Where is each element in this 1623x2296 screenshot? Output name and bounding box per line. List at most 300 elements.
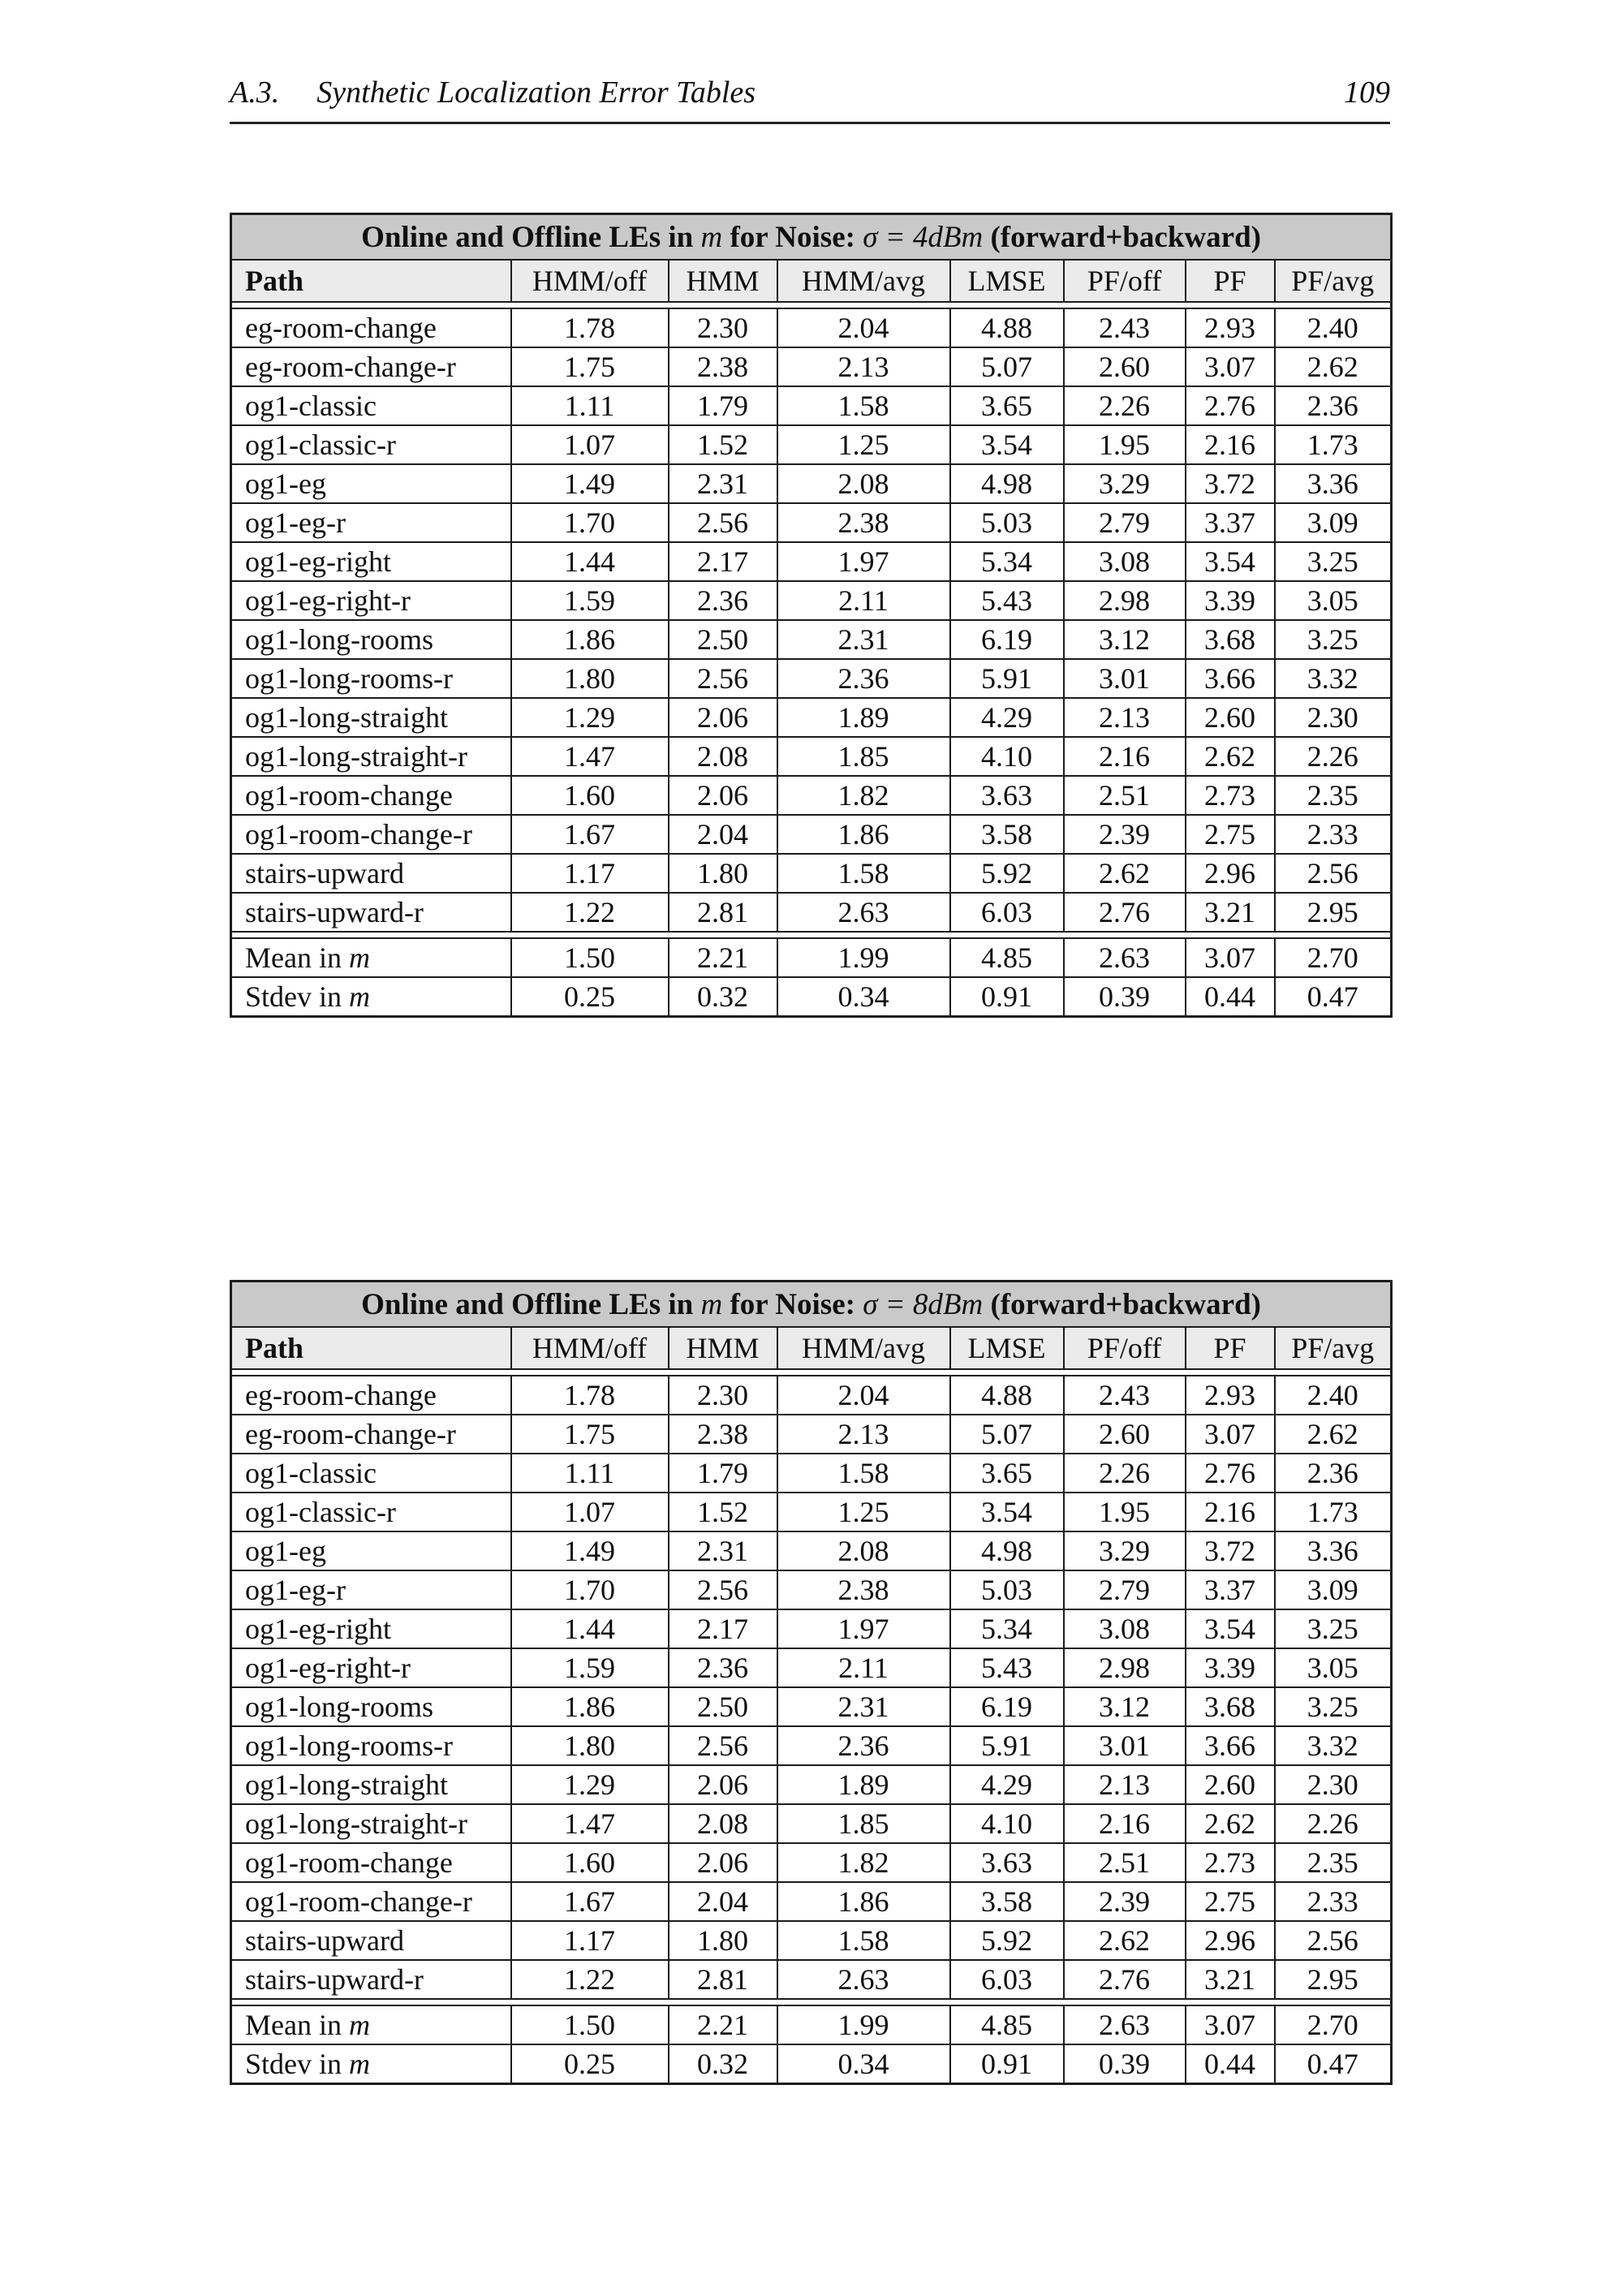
value-cell: 2.56: [669, 503, 777, 542]
column-header-path: Path: [231, 1327, 511, 1369]
value-cell: 3.65: [950, 386, 1064, 425]
value-cell: 2.70: [1275, 938, 1392, 977]
value-cell: 2.08: [669, 737, 777, 776]
value-cell: 3.05: [1275, 1648, 1392, 1687]
table-row: [231, 737, 1392, 776]
value-cell: 2.96: [1186, 854, 1275, 893]
table-row: [231, 503, 1392, 542]
table-row: [231, 425, 1392, 464]
value-cell: 2.16: [1186, 425, 1275, 464]
value-cell: 1.75: [511, 1415, 669, 1454]
value-cell: 2.08: [777, 1531, 950, 1570]
value-cell: 1.86: [511, 1687, 669, 1726]
path-cell: og1-long-rooms-r: [231, 1726, 511, 1765]
value-cell: 1.25: [777, 1493, 950, 1531]
value-cell: 1.97: [777, 542, 950, 581]
path-cell: eg-room-change: [231, 308, 511, 347]
path-cell: og1-long-straight: [231, 698, 511, 737]
title-mid: for Noise:: [722, 1287, 863, 1321]
value-cell: 2.79: [1064, 503, 1186, 542]
value-cell: 4.88: [950, 1376, 1064, 1415]
value-cell: 2.26: [1064, 386, 1186, 425]
value-cell: 3.68: [1186, 1687, 1275, 1726]
value-cell: 3.05: [1275, 581, 1392, 620]
path-cell: og1-classic: [231, 1454, 511, 1493]
header-separator: [231, 1369, 1392, 1376]
column-header-pf: PF: [1186, 260, 1275, 302]
value-cell: 2.40: [1275, 308, 1392, 347]
table-row: [231, 815, 1392, 854]
value-cell: 0.39: [1064, 977, 1186, 1017]
value-cell: 0.34: [777, 2044, 950, 2084]
value-cell: 5.92: [950, 1921, 1064, 1960]
value-cell: 1.80: [511, 1726, 669, 1765]
value-cell: 1.78: [511, 1376, 669, 1415]
value-cell: 0.47: [1275, 2044, 1392, 2084]
value-cell: 4.85: [950, 2005, 1064, 2044]
value-cell: 0.32: [669, 977, 777, 1017]
column-header-row: [231, 260, 1392, 302]
path-cell: stairs-upward-r: [231, 893, 511, 932]
value-cell: 1.80: [511, 659, 669, 698]
value-cell: 1.07: [511, 1493, 669, 1531]
value-cell: 2.56: [669, 1726, 777, 1765]
summary-label-cell: [231, 977, 511, 1017]
table-title: [231, 214, 1392, 261]
value-cell: 1.47: [511, 1804, 669, 1843]
value-cell: 2.30: [669, 1376, 777, 1415]
value-cell: 3.12: [1064, 620, 1186, 659]
table-row: [231, 1804, 1392, 1843]
value-cell: 3.07: [1186, 2005, 1275, 2044]
value-cell: 2.13: [777, 1415, 950, 1454]
table-row: [231, 659, 1392, 698]
value-cell: 2.43: [1064, 308, 1186, 347]
value-cell: 1.44: [511, 542, 669, 581]
value-cell: 1.80: [669, 1921, 777, 1960]
value-cell: 2.50: [669, 1687, 777, 1726]
value-cell: 2.33: [1275, 815, 1392, 854]
value-cell: 1.82: [777, 776, 950, 815]
value-cell: 2.73: [1186, 1843, 1275, 1882]
summary-separator: [231, 932, 1392, 938]
value-cell: 2.62: [1275, 1415, 1392, 1454]
value-cell: 3.36: [1275, 464, 1392, 503]
path-cell: eg-room-change: [231, 1376, 511, 1415]
value-cell: 5.03: [950, 1570, 1064, 1609]
value-cell: 3.12: [1064, 1687, 1186, 1726]
value-cell: 2.06: [669, 1843, 777, 1882]
path-cell: og1-classic-r: [231, 425, 511, 464]
table-row: [231, 1376, 1392, 1415]
path-cell: eg-room-change-r: [231, 347, 511, 386]
path-cell: og1-room-change: [231, 1843, 511, 1882]
summary-label-cell: [231, 938, 511, 977]
value-cell: 1.85: [777, 737, 950, 776]
path-cell: og1-eg-right: [231, 1609, 511, 1648]
value-cell: 2.04: [669, 815, 777, 854]
summary-row: [231, 2005, 1392, 2044]
value-cell: 2.36: [1275, 1454, 1392, 1493]
value-cell: 3.68: [1186, 620, 1275, 659]
path-cell: og1-eg-right-r: [231, 1648, 511, 1687]
value-cell: 4.29: [950, 698, 1064, 737]
summary-label: Mean in: [245, 941, 349, 974]
title-mid: for Noise:: [722, 220, 863, 254]
title-noise: σ = 4dBm: [863, 220, 984, 254]
value-cell: 2.51: [1064, 776, 1186, 815]
value-cell: 0.39: [1064, 2044, 1186, 2084]
path-cell: og1-eg: [231, 464, 511, 503]
value-cell: 1.67: [511, 815, 669, 854]
value-cell: 2.60: [1186, 698, 1275, 737]
value-cell: 2.36: [777, 1726, 950, 1765]
value-cell: 0.44: [1186, 2044, 1275, 2084]
value-cell: 2.17: [669, 542, 777, 581]
column-header-hmm-off: HMM/off: [511, 1327, 669, 1369]
value-cell: 5.34: [950, 1609, 1064, 1648]
table-row: [231, 1454, 1392, 1493]
value-cell: 2.13: [1064, 1765, 1186, 1804]
value-cell: 0.47: [1275, 977, 1392, 1017]
value-cell: 3.25: [1275, 1609, 1392, 1648]
value-cell: 0.25: [511, 977, 669, 1017]
path-cell: og1-eg-r: [231, 1570, 511, 1609]
value-cell: 2.36: [669, 1648, 777, 1687]
value-cell: 3.36: [1275, 1531, 1392, 1570]
column-header-pf-avg: PF/avg: [1275, 260, 1392, 302]
value-cell: 1.60: [511, 776, 669, 815]
value-cell: 3.58: [950, 1882, 1064, 1921]
value-cell: 6.19: [950, 620, 1064, 659]
column-header-pf-off: PF/off: [1064, 1327, 1186, 1369]
value-cell: 2.51: [1064, 1843, 1186, 1882]
value-cell: 2.76: [1064, 893, 1186, 932]
value-cell: 1.50: [511, 2005, 669, 2044]
table-row: [231, 698, 1392, 737]
value-cell: 2.62: [1064, 854, 1186, 893]
table-row: [231, 893, 1392, 932]
path-cell: og1-classic-r: [231, 1493, 511, 1531]
value-cell: 6.03: [950, 893, 1064, 932]
value-cell: 2.16: [1064, 1804, 1186, 1843]
header-separator: [231, 302, 1392, 308]
value-cell: 3.08: [1064, 1609, 1186, 1648]
value-cell: 2.62: [1275, 347, 1392, 386]
value-cell: 2.36: [1275, 386, 1392, 425]
value-cell: 2.93: [1186, 1376, 1275, 1415]
value-cell: 1.25: [777, 425, 950, 464]
value-cell: 2.62: [1186, 1804, 1275, 1843]
summary-label-cell: [231, 2005, 511, 2044]
title-suffix: (forward+backward): [983, 1287, 1261, 1321]
value-cell: 1.58: [777, 1921, 950, 1960]
column-header-hmm-off: HMM/off: [511, 260, 669, 302]
table-row: [231, 386, 1392, 425]
value-cell: 1.49: [511, 1531, 669, 1570]
value-cell: 3.01: [1064, 659, 1186, 698]
value-cell: 1.95: [1064, 1493, 1186, 1531]
value-cell: 1.86: [511, 620, 669, 659]
value-cell: 2.35: [1275, 1843, 1392, 1882]
value-cell: 1.47: [511, 737, 669, 776]
running-header: [230, 76, 1390, 124]
value-cell: 2.76: [1064, 1960, 1186, 1999]
table-row: [231, 1648, 1392, 1687]
value-cell: 3.58: [950, 815, 1064, 854]
column-header-hmm: HMM: [669, 260, 777, 302]
value-cell: 3.25: [1275, 542, 1392, 581]
value-cell: 2.60: [1064, 347, 1186, 386]
value-cell: 2.63: [777, 893, 950, 932]
title-prefix: Online and Offline LEs in: [361, 220, 701, 254]
path-cell: og1-room-change-r: [231, 1882, 511, 1921]
value-cell: 2.17: [669, 1609, 777, 1648]
value-cell: 2.08: [777, 464, 950, 503]
value-cell: 1.70: [511, 1570, 669, 1609]
running-header-left: [230, 76, 756, 110]
table-row: [231, 1570, 1392, 1609]
path-cell: og1-long-straight-r: [231, 737, 511, 776]
value-cell: 1.17: [511, 854, 669, 893]
value-cell: 1.97: [777, 1609, 950, 1648]
path-cell: og1-eg-r: [231, 503, 511, 542]
value-cell: 2.93: [1186, 308, 1275, 347]
value-cell: 3.66: [1186, 659, 1275, 698]
value-cell: 2.36: [777, 659, 950, 698]
value-cell: 2.38: [777, 503, 950, 542]
value-cell: 3.54: [950, 1493, 1064, 1531]
value-cell: 2.62: [1186, 737, 1275, 776]
value-cell: 3.09: [1275, 1570, 1392, 1609]
title-m: m: [700, 1287, 723, 1321]
table-row: [231, 1726, 1392, 1765]
column-header-pf-off: PF/off: [1064, 260, 1186, 302]
value-cell: 2.36: [669, 581, 777, 620]
value-cell: 4.88: [950, 308, 1064, 347]
value-cell: 3.25: [1275, 620, 1392, 659]
table-row: [231, 581, 1392, 620]
value-cell: 2.16: [1064, 737, 1186, 776]
unit-symbol: m: [349, 2048, 371, 2080]
value-cell: 2.30: [669, 308, 777, 347]
value-cell: 5.07: [950, 347, 1064, 386]
value-cell: 3.72: [1186, 1531, 1275, 1570]
value-cell: 2.31: [669, 1531, 777, 1570]
value-cell: 2.06: [669, 698, 777, 737]
value-cell: 2.13: [1064, 698, 1186, 737]
section-number: A.3.: [230, 75, 280, 110]
table-row: [231, 854, 1392, 893]
value-cell: 2.73: [1186, 776, 1275, 815]
value-cell: 3.39: [1186, 1648, 1275, 1687]
value-cell: 1.73: [1275, 1493, 1392, 1531]
value-cell: 1.29: [511, 1765, 669, 1804]
unit-symbol: m: [348, 941, 370, 974]
path-cell: stairs-upward: [231, 1921, 511, 1960]
summary-label: Stdev in: [245, 980, 350, 1013]
table-row: [231, 542, 1392, 581]
value-cell: 2.60: [1064, 1415, 1186, 1454]
value-cell: 2.39: [1064, 1882, 1186, 1921]
value-cell: 3.54: [1186, 542, 1275, 581]
title-suffix: (forward+backward): [983, 220, 1261, 254]
path-cell: og1-long-rooms: [231, 1687, 511, 1726]
value-cell: 2.11: [777, 581, 950, 620]
value-cell: 2.56: [1275, 854, 1392, 893]
value-cell: 4.10: [950, 1804, 1064, 1843]
value-cell: 3.21: [1186, 1960, 1275, 1999]
value-cell: 2.11: [777, 1648, 950, 1687]
le-table-4dbm: [230, 213, 1393, 1018]
value-cell: 2.95: [1275, 1960, 1392, 1999]
table-row: [231, 1765, 1392, 1804]
value-cell: 1.58: [777, 386, 950, 425]
value-cell: 2.81: [669, 893, 777, 932]
summary-separator: [231, 1999, 1392, 2005]
table-row: [231, 1531, 1392, 1570]
value-cell: 1.58: [777, 1454, 950, 1493]
value-cell: 4.98: [950, 464, 1064, 503]
value-cell: 2.30: [1275, 1765, 1392, 1804]
value-cell: 2.98: [1064, 581, 1186, 620]
value-cell: 2.79: [1064, 1570, 1186, 1609]
value-cell: 2.31: [669, 464, 777, 503]
value-cell: 1.59: [511, 1648, 669, 1687]
summary-row: [231, 938, 1392, 977]
table-row: [231, 1921, 1392, 1960]
page-number: 109: [1344, 75, 1390, 110]
table-row: [231, 1960, 1392, 1999]
value-cell: 2.21: [669, 938, 777, 977]
value-cell: 2.76: [1186, 386, 1275, 425]
value-cell: 6.03: [950, 1960, 1064, 1999]
value-cell: 4.29: [950, 1765, 1064, 1804]
column-header-row: [231, 1327, 1392, 1369]
value-cell: 2.26: [1064, 1454, 1186, 1493]
value-cell: 2.08: [669, 1804, 777, 1843]
value-cell: 2.13: [777, 347, 950, 386]
value-cell: 1.49: [511, 464, 669, 503]
value-cell: 5.92: [950, 854, 1064, 893]
unit-symbol: m: [349, 980, 371, 1013]
value-cell: 5.91: [950, 1726, 1064, 1765]
value-cell: 3.37: [1186, 1570, 1275, 1609]
value-cell: 3.08: [1064, 542, 1186, 581]
value-cell: 5.91: [950, 659, 1064, 698]
table-row: [231, 776, 1392, 815]
value-cell: 1.73: [1275, 425, 1392, 464]
path-cell: eg-room-change-r: [231, 1415, 511, 1454]
value-cell: 1.80: [669, 854, 777, 893]
value-cell: 3.29: [1064, 464, 1186, 503]
value-cell: 1.82: [777, 1843, 950, 1882]
summary-label-cell: [231, 2044, 511, 2084]
value-cell: 1.22: [511, 1960, 669, 1999]
value-cell: 1.85: [777, 1804, 950, 1843]
column-header-lmse: LMSE: [950, 1327, 1064, 1369]
table-title: [231, 1282, 1392, 1328]
value-cell: 3.66: [1186, 1726, 1275, 1765]
value-cell: 2.63: [1064, 938, 1186, 977]
value-cell: 0.44: [1186, 977, 1275, 1017]
value-cell: 1.86: [777, 815, 950, 854]
value-cell: 2.16: [1186, 1493, 1275, 1531]
value-cell: 3.29: [1064, 1531, 1186, 1570]
value-cell: 0.91: [950, 977, 1064, 1017]
value-cell: 5.03: [950, 503, 1064, 542]
value-cell: 2.63: [777, 1960, 950, 1999]
value-cell: 2.50: [669, 620, 777, 659]
table-row: [231, 1609, 1392, 1648]
value-cell: 4.10: [950, 737, 1064, 776]
value-cell: 2.21: [669, 2005, 777, 2044]
value-cell: 2.70: [1275, 2005, 1392, 2044]
table-row: [231, 1415, 1392, 1454]
value-cell: 4.98: [950, 1531, 1064, 1570]
value-cell: 3.54: [950, 425, 1064, 464]
value-cell: 3.25: [1275, 1687, 1392, 1726]
value-cell: 2.06: [669, 1765, 777, 1804]
value-cell: 2.98: [1064, 1648, 1186, 1687]
summary-row: [231, 977, 1392, 1017]
value-cell: 2.75: [1186, 815, 1275, 854]
path-cell: og1-eg: [231, 1531, 511, 1570]
column-header-hmm-avg: HMM/avg: [777, 1327, 950, 1369]
path-cell: og1-eg-right-r: [231, 581, 511, 620]
table-row: [231, 1882, 1392, 1921]
value-cell: 1.99: [777, 2005, 950, 2044]
value-cell: 1.07: [511, 425, 669, 464]
separator-gap: [231, 1999, 1392, 2005]
value-cell: 0.91: [950, 2044, 1064, 2084]
value-cell: 2.63: [1064, 2005, 1186, 2044]
value-cell: 3.21: [1186, 893, 1275, 932]
table-row: [231, 1843, 1392, 1882]
value-cell: 2.33: [1275, 1882, 1392, 1921]
value-cell: 1.79: [669, 1454, 777, 1493]
value-cell: 5.34: [950, 542, 1064, 581]
value-cell: 1.17: [511, 1921, 669, 1960]
section-title: Synthetic Localization Error Tables: [316, 75, 756, 110]
value-cell: 1.11: [511, 1454, 669, 1493]
value-cell: 2.56: [1275, 1921, 1392, 1960]
value-cell: 2.04: [777, 308, 950, 347]
column-header-hmm: HMM: [669, 1327, 777, 1369]
value-cell: 2.31: [777, 620, 950, 659]
table-row: [231, 308, 1392, 347]
value-cell: 3.65: [950, 1454, 1064, 1493]
value-cell: 1.75: [511, 347, 669, 386]
value-cell: 1.58: [777, 854, 950, 893]
separator-gap: [231, 302, 1392, 308]
table-row: [231, 1493, 1392, 1531]
value-cell: 1.78: [511, 308, 669, 347]
title-prefix: Online and Offline LEs in: [361, 1287, 701, 1321]
value-cell: 2.75: [1186, 1882, 1275, 1921]
column-header-pf: PF: [1186, 1327, 1275, 1369]
value-cell: 0.34: [777, 977, 950, 1017]
column-header-pf-avg: PF/avg: [1275, 1327, 1392, 1369]
value-cell: 2.40: [1275, 1376, 1392, 1415]
path-cell: og1-long-straight: [231, 1765, 511, 1804]
value-cell: 3.32: [1275, 659, 1392, 698]
value-cell: 3.37: [1186, 503, 1275, 542]
value-cell: 0.25: [511, 2044, 669, 2084]
value-cell: 1.11: [511, 386, 669, 425]
value-cell: 2.60: [1186, 1765, 1275, 1804]
table-row: [231, 620, 1392, 659]
